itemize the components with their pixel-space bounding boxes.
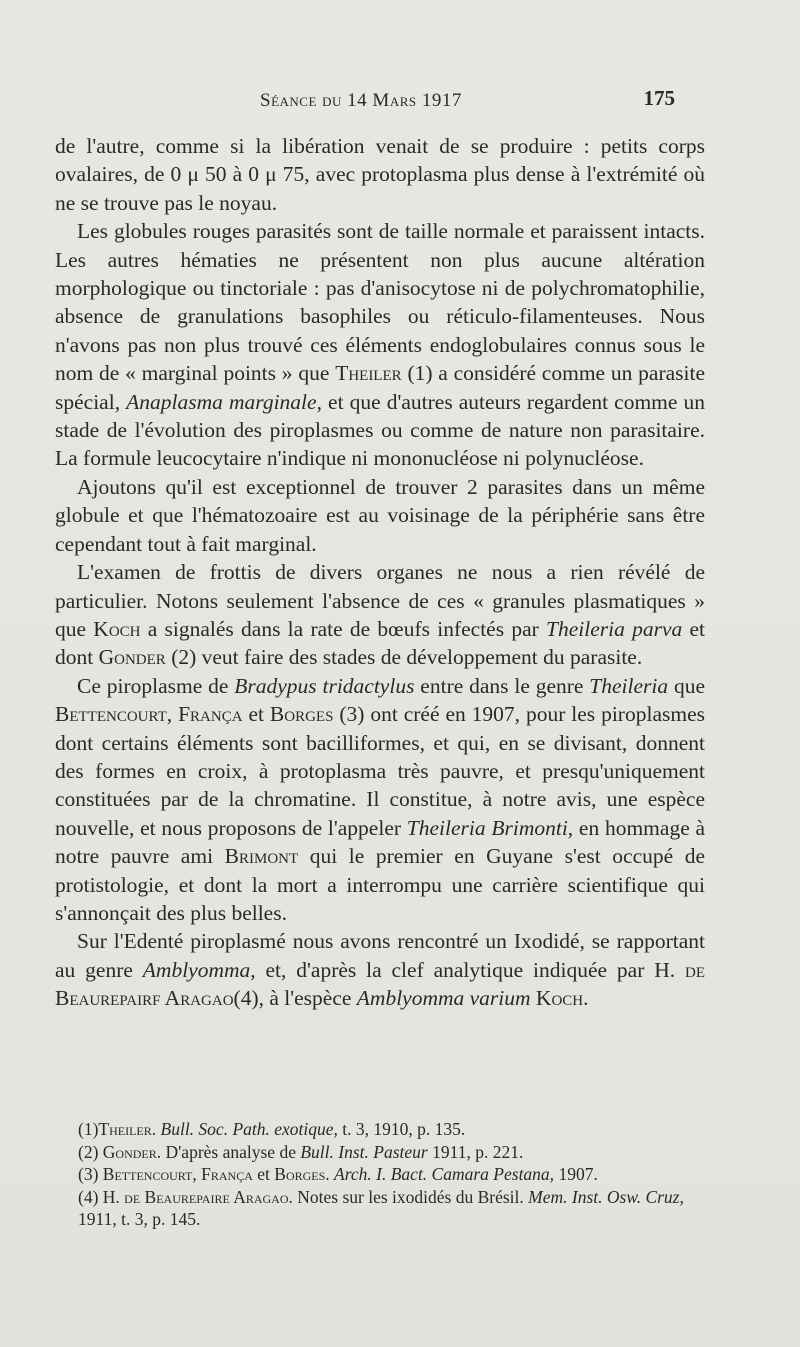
author-name: Koch. (535, 986, 589, 1011)
footnote-2: (2) Gonder. D'après analyse de Bull. Inst. Pasteur 1911, p. 221. (78, 1141, 524, 1162)
author-name: de Beaurepairf Aragao (55, 957, 706, 1011)
author-name: França (178, 702, 243, 727)
genus-name: Amblyomma, (142, 957, 256, 982)
page-header (0, 86, 800, 116)
running-head: Séance du 14 Mars 1917 (260, 90, 462, 111)
body-text (55, 132, 705, 1013)
paragraph-3: Ajoutons qu'il est exceptionnel de trouver 2 parasites dans un même globule et que l'hématozoaire est au voisinage de la périphérie sans être cependant tout à fait marginal. (55, 474, 705, 556)
page-number: 175 (643, 86, 675, 110)
paragraph-5: Ce piroplasme de Bradypus tridactylus entre dans le genre Theileria que Bettencourt, França et Borges (3) ont créé en 1907, pour les piroplasmes dont certains éléments sont bacilliformes, et qui, en se divisant, donnent des formes en croix, à protoplasma très pauvre, et presqu'uniquement constituées par de la chromatine. Il constitue, à notre avis, une espèce nouvelle, et nous proposons de l'appeler Theileria Brimonti, en hommage à notre pauvre ami Brimont qui le premier en Guyane s'est occupé de protistologie, et dont la mort a interrompu une carrière scientifique qui s'annonçait des plus belles. (55, 673, 706, 925)
author-name: Theiler (335, 361, 402, 386)
paragraph-2: Les globules rouges parasités sont de taille normale et paraissent intacts. Les autres hématies ne présentent non plus aucune altération morphologique ou tinctoriale : pas d'anisocytose ni de polychromatophilie, absence de granulations basophiles ou réticulo-filamenteuses. Nous n'avons pas non plus trouvé ces éléments endoglobulaires connus sous le nom de « marginal points » que Theiler (1) a considéré comme un parasite spécial, Anaplasma marginale, et que d'autres auteurs regardent comme un stade de l'évolution des piroplasmes ou comme de nature non parasitaire. La formule leucocytaire n'indique ni mononucléose ni polynucléose. (55, 219, 706, 471)
footnote-3: (3) Bettencourt, França et Borges. Arch. I. Bact. Camara Pestana, 1907. (78, 1164, 598, 1185)
author-name: Brimont (224, 844, 299, 869)
paragraph-4: L'examen de frottis de divers organes ne nous a rien révélé de particulier. Notons seulement l'absence de ces « granules plasmatiques » que Koch a signalés dans la rate de bœufs infectés par Theileria parva et dont Gonder (2) veut faire des stades de développement du parasite. (55, 560, 706, 670)
author-name: Koch (93, 616, 141, 641)
species-name: Theileria Brimonti, (406, 815, 574, 840)
species-name: Bradypus tridactylus (234, 673, 415, 698)
footnote-1: (1)Theiler. Bull. Soc. Path. exotique, t. 3, 1910, p. 135. (78, 1119, 466, 1139)
footnote-4: (4) H. de Beaurepaire Aragao. Notes sur les ixodidés du Brésil. Mem. Inst. Osw. Cruz, 1911, t. 3, p. 145. (78, 1186, 684, 1230)
genus-name: Theileria (589, 673, 669, 698)
species-name: Theileria parva (546, 616, 683, 641)
author-name: Gonder (98, 645, 166, 670)
species-name: Anaplasma marginale, (126, 389, 322, 414)
author-name: Bettencourt (55, 702, 167, 727)
paragraph-1: de l'autre, comme si la libération venait de se produire : petits corps ovalaires, de 0 μ 50 à 0 μ 75, avec protoplasma plus dense à l'extrémité où ne se trouve pas le noyau. (55, 134, 705, 215)
footnotes (78, 1118, 718, 1231)
species-name: Amblyomma varium (356, 986, 531, 1011)
author-name: Borges (269, 702, 334, 727)
paragraph-6: Sur l'Edenté piroplasmé nous avons rencontré un Ixodidé, se rapportant au genre Amblyomma, et, d'après la clef analytique indiquée par H. de Beaurepairf Aragao(4), à l'espèce Amblyomma varium Koch. (55, 929, 706, 1011)
